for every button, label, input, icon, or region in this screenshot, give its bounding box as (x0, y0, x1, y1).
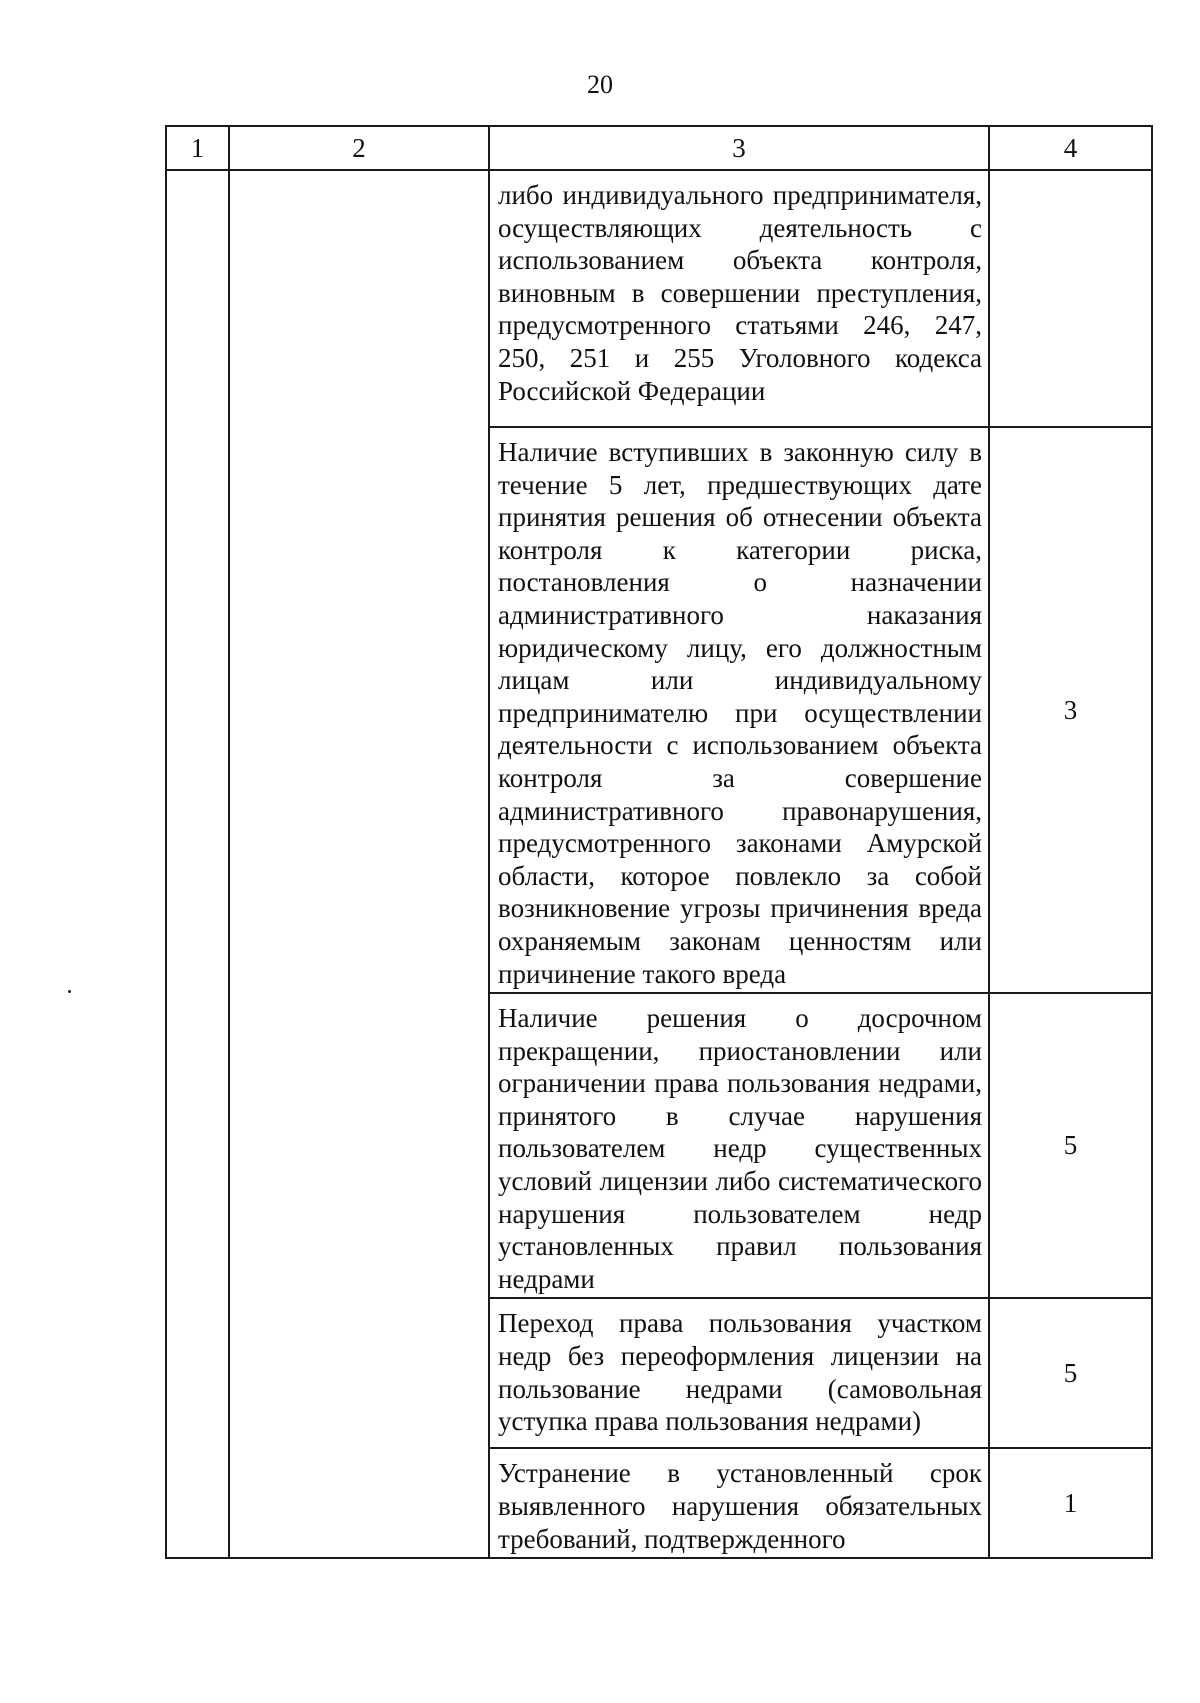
column-header-1: 1 (166, 126, 229, 170)
page-number: 20 (587, 70, 613, 99)
criterion-cell: Наличие решения о досрочном прекращении, приостановлении или ограничении права пользования недрами, принятого в случае нарушения пользователем недр существенных условий лицензии либо систематического нарушения пользователем недр установленных правил пользования недрами (489, 993, 989, 1298)
table-header-row (166, 126, 1152, 170)
column-header-4: 4 (989, 126, 1152, 170)
criterion-cell: либо индивидуального предпринимателя, осуществляющих деятельность с использованием объекта контроля, виновным в совершении преступления, предусмотренного статьями 246, 247, 250, 251 и 255 Уголовного кодекса Российской Федерации (489, 170, 989, 427)
criterion-cell: Переход права пользования участком недр без переоформления лицензии на пользование недрами (самовольная уступка права пользования недрами) (489, 1298, 989, 1448)
column-1-cell (166, 170, 229, 1558)
scan-speck (68, 990, 71, 993)
risk-criteria-table (165, 125, 1153, 1559)
score-cell: 3 (989, 427, 1152, 993)
score-cell: 5 (989, 993, 1152, 1298)
criterion-cell: Устранение в установленный срок выявленного нарушения обязательных требований, подтвержденного (489, 1448, 989, 1558)
score-cell: 5 (989, 1298, 1152, 1448)
column-header-2: 2 (229, 126, 489, 170)
score-cell: 1 (989, 1448, 1152, 1558)
column-2-cell (229, 170, 489, 1558)
score-cell (989, 170, 1152, 427)
column-header-3: 3 (489, 126, 989, 170)
criterion-cell: Наличие вступивших в законную силу в течение 5 лет, предшествующих дате принятия решения об отнесении объекта контроля к категории риска, постановления о назначении административного наказания юридическому лицу, его должностным лицам или индивидуальному предпринимателю при осуществлении деятельности с использованием объекта контроля за совершение административного правонарушения, предусмотренного законами Амурской области, которое повлекло за собой возникновение угрозы причинения вреда охраняемым законам ценностям или причинение такого вреда (489, 427, 989, 993)
table-row (166, 170, 1152, 427)
